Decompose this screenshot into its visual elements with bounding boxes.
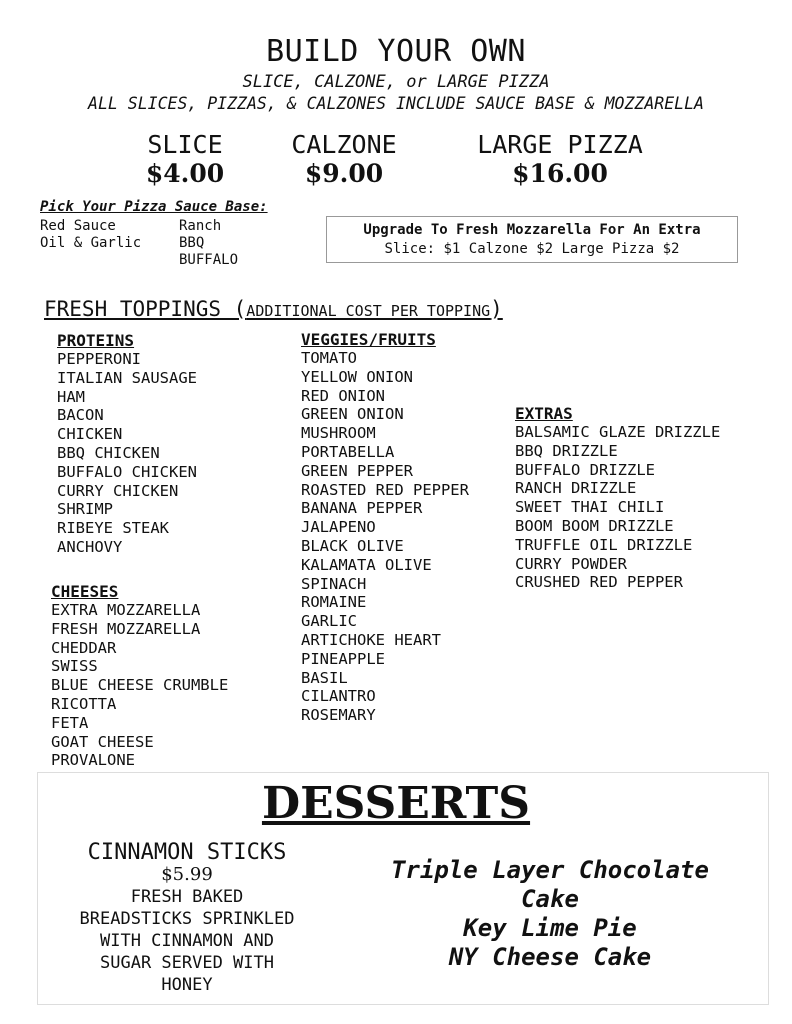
upgrade-box (326, 216, 738, 263)
veggie-item: CILANTRO (301, 687, 376, 706)
sauce-item: Ranch (179, 218, 222, 234)
dessert-item: Cake (521, 885, 579, 913)
proteins-list (57, 350, 197, 557)
extra-item: RANCH DRIZZLE (515, 479, 637, 498)
protein-item: RIBEYE STEAK (57, 519, 169, 538)
price-amount: $4.00 (145, 159, 225, 188)
cinnamon-description-line: SUGAR SERVED WITH (100, 953, 274, 973)
menu-note: ALL SLICES, PIZZAS, & CALZONES INCLUDE SAUCE BASE & MOZZARELLA (88, 94, 704, 113)
veggie-item: BLACK OLIVE (301, 536, 404, 555)
cheeses-heading: CHEESES (51, 582, 119, 601)
protein-item: HAM (57, 387, 85, 406)
price-large-pizza (460, 130, 660, 188)
cheeses-list (51, 601, 228, 770)
protein-item: CHICKEN (57, 425, 123, 444)
price-label: CALZONE (291, 130, 397, 159)
cinnamon-description-line: HONEY (161, 975, 213, 995)
menu-title: BUILD YOUR OWN (266, 34, 526, 69)
price-label: LARGE PIZZA (477, 130, 643, 159)
extra-item: TRUFFLE OIL DRIZZLE (515, 535, 693, 554)
dessert-item: Key Lime Pie (463, 914, 637, 942)
cheese-item: FRESH MOZZARELLA (51, 619, 201, 638)
extras-section (515, 404, 720, 592)
veggie-item: GREEN ONION (301, 405, 404, 424)
extra-item: BUFFALO DRIZZLE (515, 460, 655, 479)
protein-item: PEPPERONI (57, 350, 141, 368)
sauce-heading: Pick Your Pizza Sauce Base: (40, 199, 268, 215)
other-desserts (370, 856, 730, 972)
upgrade-line-2: Slice: $1 Calzone $2 Large Pizza $2 (384, 241, 680, 257)
protein-item: BACON (57, 406, 104, 425)
cheese-item: GOAT CHEESE (51, 732, 154, 751)
price-slice (125, 130, 245, 188)
extras-list (515, 423, 720, 592)
extra-item: BOOM BOOM DRIZZLE (515, 516, 674, 535)
toppings-heading (44, 297, 503, 321)
cheese-item: EXTRA MOZZARELLA (51, 601, 201, 619)
price-calzone (274, 130, 414, 188)
cinnamon-price: $5.99 (161, 864, 213, 885)
protein-item: BBQ CHICKEN (57, 443, 160, 462)
cheese-item: FETA (51, 713, 89, 732)
dessert-item: NY Cheese Cake (448, 943, 652, 971)
cinnamon-description-line: FRESH BAKED (130, 887, 244, 907)
price-amount: $9.00 (304, 159, 384, 188)
protein-item: BUFFALO CHICKEN (57, 462, 197, 481)
price-amount: $16.00 (512, 159, 608, 188)
sauce-item: Oil & Garlic (40, 235, 142, 251)
toppings-heading-main: FRESH TOPPINGS ( (44, 297, 247, 321)
price-label: SLICE (147, 130, 223, 159)
veggie-item: ROSEMARY (301, 706, 376, 725)
cinnamon-name: CINNAMON STICKS (87, 840, 287, 865)
sauce-item: BUFFALO (179, 252, 239, 268)
cheeses-section (51, 582, 228, 770)
veggie-item: GARLIC (301, 612, 357, 631)
veggie-item: YELLOW ONION (301, 367, 413, 386)
veggie-item: BANANA PEPPER (301, 499, 423, 518)
veggie-item: ARTICHOKE HEART (301, 630, 441, 649)
extra-item: BBQ DRIZZLE (515, 441, 618, 460)
dessert-item: Triple Layer Chocolate (391, 856, 709, 884)
extra-item: BALSAMIC GLAZE DRIZZLE (515, 423, 721, 441)
veggie-item: SPINACH (301, 574, 367, 593)
toppings-heading-note: ADDITIONAL COST PER TOPPING (246, 302, 491, 320)
extra-item: CRUSHED RED PEPPER (515, 573, 683, 592)
menu-subtitle: SLICE, CALZONE, or LARGE PIZZA (242, 72, 550, 92)
veggie-item: MUSHROOM (301, 424, 376, 443)
veggie-item: PINEAPPLE (301, 649, 385, 668)
cheese-item: CHEDDAR (51, 638, 117, 657)
veggie-item: RED ONION (301, 386, 385, 405)
veggie-item: BASIL (301, 668, 348, 687)
toppings-heading-end: ) (490, 297, 503, 321)
cinnamon-description (40, 886, 334, 996)
veggie-item: PORTABELLA (301, 442, 395, 461)
protein-item: ANCHOVY (57, 537, 123, 556)
desserts-title: DESSERTS (261, 778, 531, 829)
cheese-item: RICOTTA (51, 694, 117, 713)
veggies-section (301, 330, 469, 725)
extras-heading: EXTRAS (515, 404, 573, 423)
upgrade-line-1: Upgrade To Fresh Mozzarella For An Extra (363, 222, 701, 238)
cinnamon-description-line: BREADSTICKS SPRINKLED (79, 909, 295, 929)
veggie-item: KALAMATA OLIVE (301, 555, 432, 574)
veggie-item: ROMAINE (301, 593, 367, 612)
extra-item: SWEET THAI CHILI (515, 498, 665, 517)
extra-item: CURRY POWDER (515, 554, 627, 573)
sauce-item: BBQ (179, 235, 205, 251)
veggie-item: ROASTED RED PEPPER (301, 480, 469, 499)
veggie-item: GREEN PEPPER (301, 461, 413, 480)
cheese-item: BLUE CHEESE CRUMBLE (51, 676, 229, 695)
cinnamon-description-line: WITH CINNAMON AND (100, 931, 274, 951)
protein-item: CURRY CHICKEN (57, 481, 179, 500)
veggies-list (301, 349, 469, 725)
sauce-list-1 (40, 218, 141, 252)
protein-item: SHRIMP (57, 500, 113, 519)
sauce-item: Red Sauce (40, 218, 116, 234)
veggies-heading: VEGGIES/FRUITS (301, 330, 436, 349)
veggie-item: JALAPENO (301, 518, 376, 537)
sauce-list-2 (179, 218, 238, 269)
cheese-item: PROVALONE (51, 751, 135, 770)
cheese-item: SWISS (51, 657, 98, 676)
protein-item: ITALIAN SAUSAGE (57, 368, 197, 387)
veggie-item: TOMATO (301, 349, 357, 367)
cinnamon-sticks (40, 842, 334, 996)
proteins-heading: PROTEINS (57, 331, 135, 350)
proteins-section (57, 331, 197, 557)
